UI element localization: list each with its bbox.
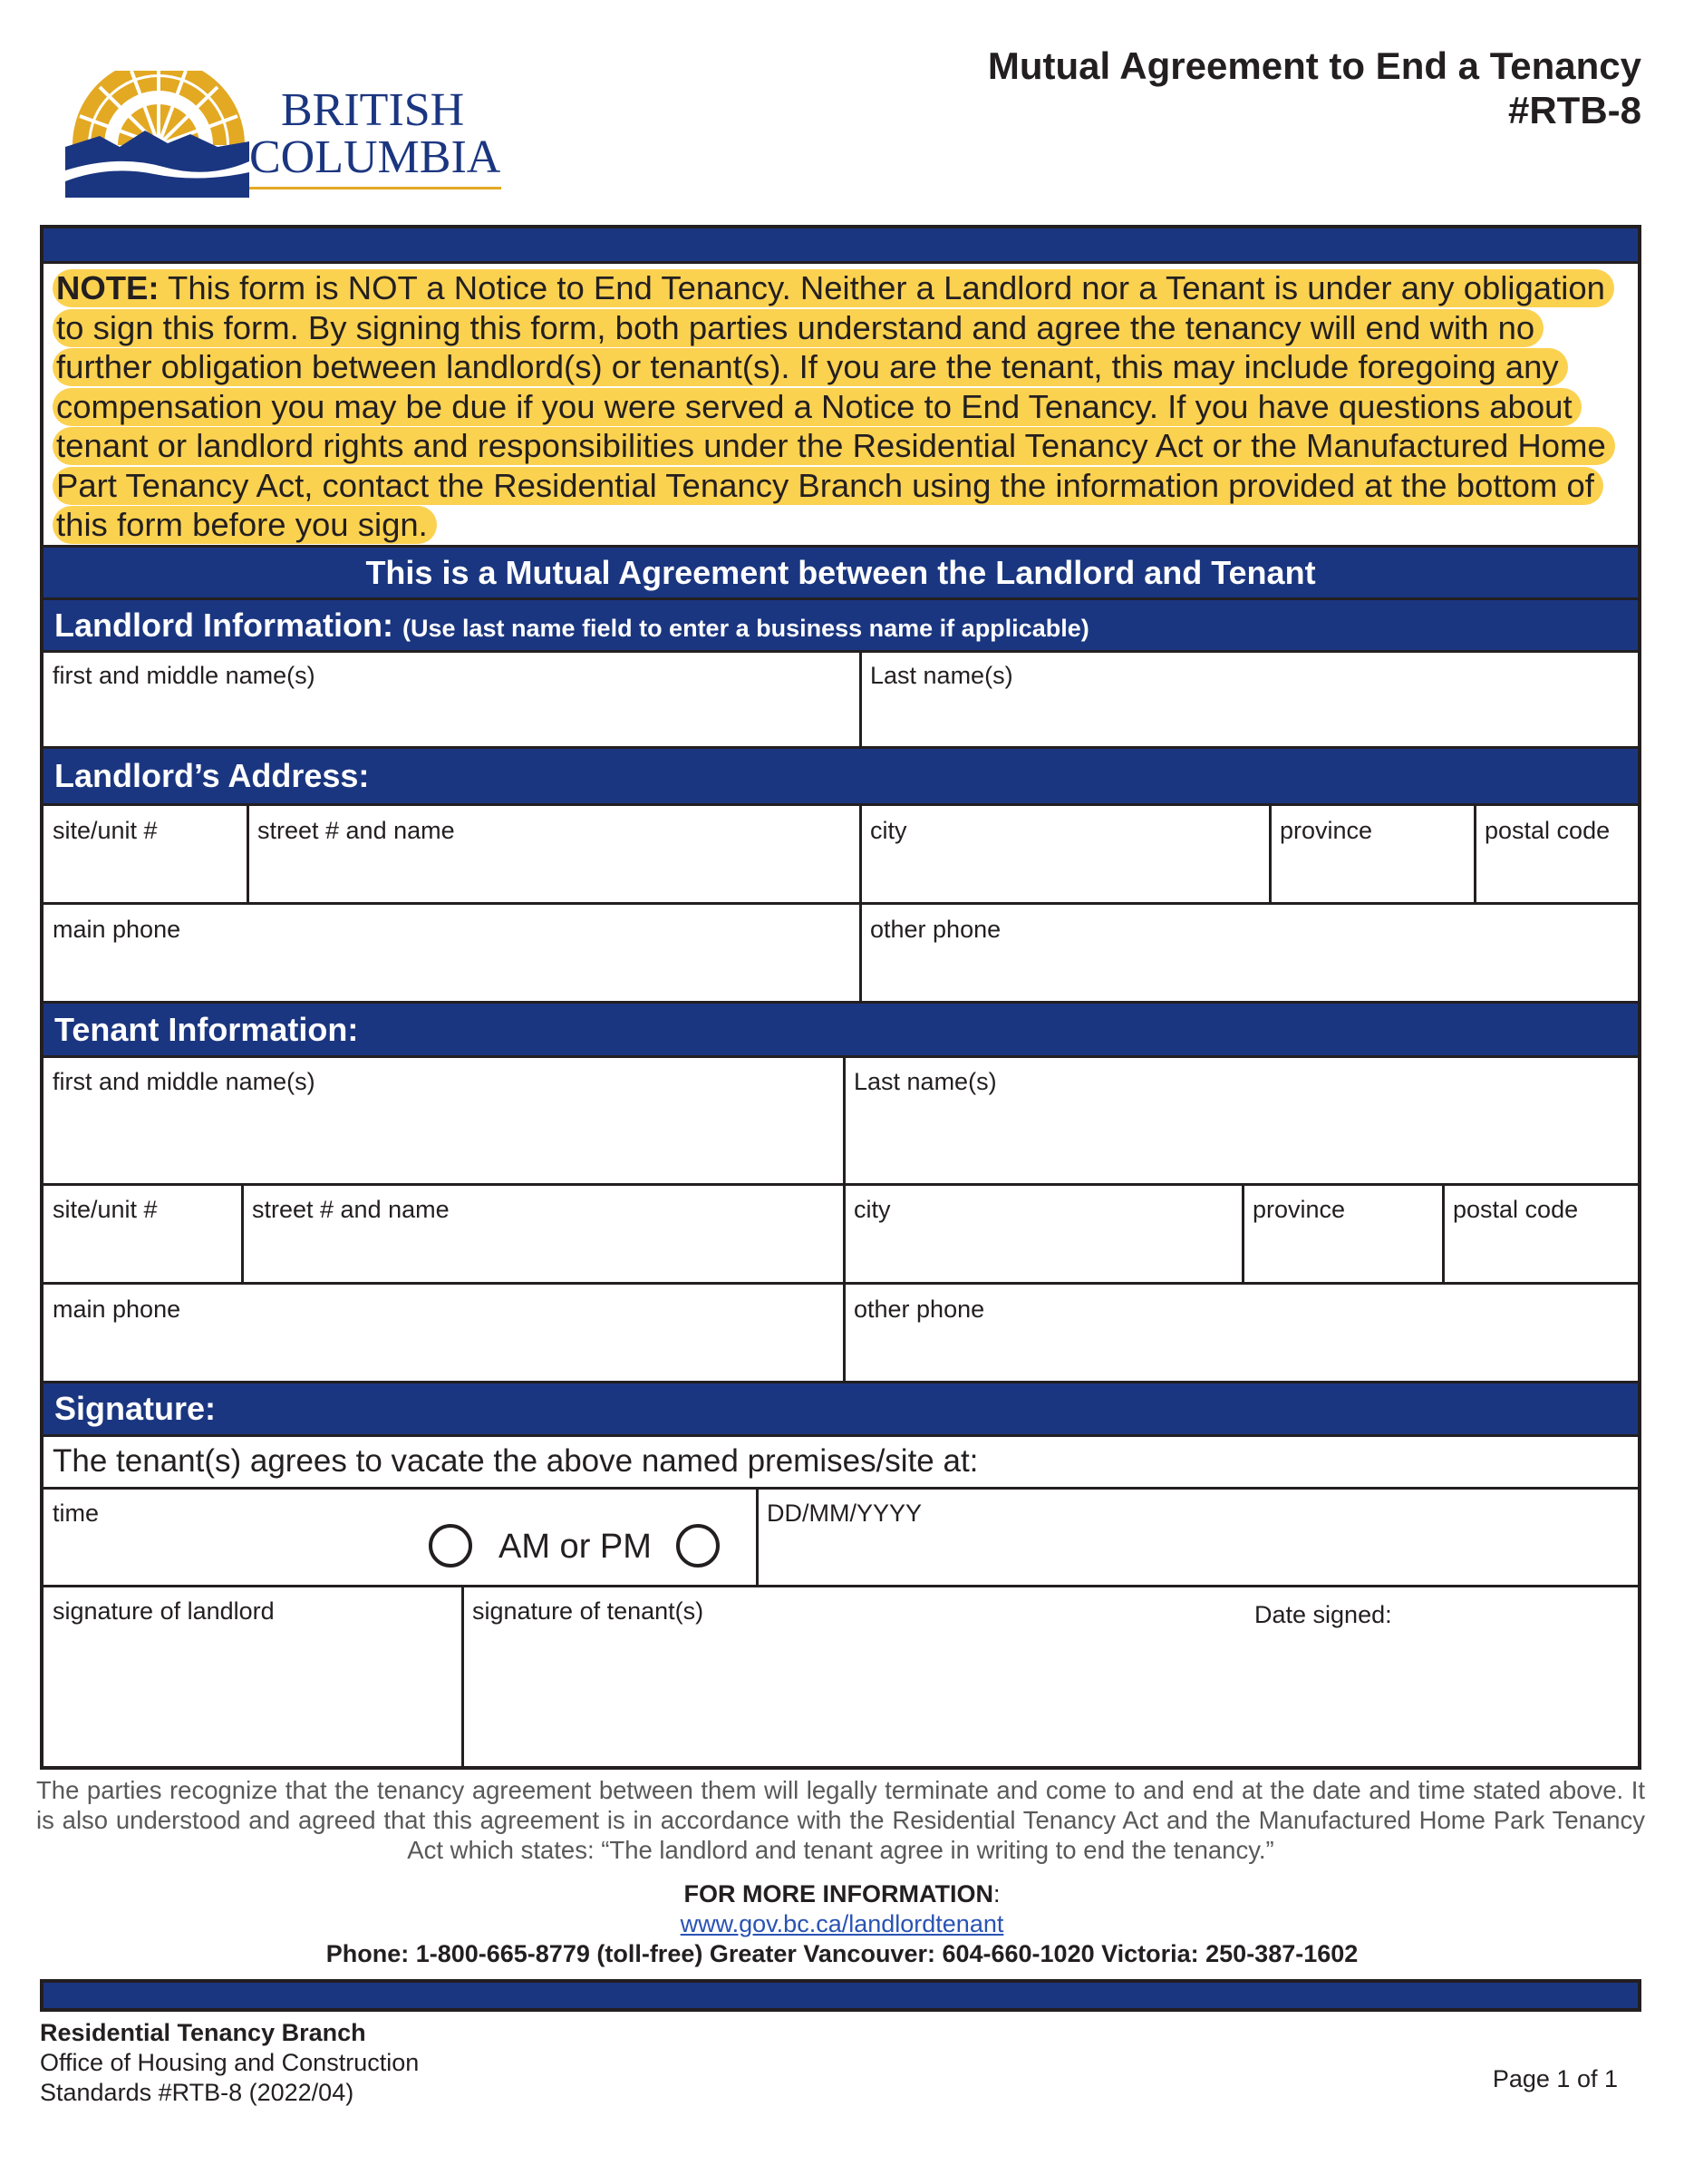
landlord-last-name-field[interactable] (862, 653, 1638, 746)
landlord-other-phone-field[interactable] (862, 905, 1638, 1001)
tenant-last-name-label: Last name(s) (854, 1068, 997, 1095)
vacate-date-field[interactable] (759, 1490, 1638, 1585)
tenant-city-label: city (854, 1196, 891, 1223)
landlord-main-phone-field[interactable] (44, 905, 859, 1001)
landlord-other-phone-label: other phone (870, 916, 1002, 943)
date-signed-label: Date signed: (1254, 1601, 1392, 1628)
legal-statement (36, 1775, 1645, 1865)
more-info-phones (0, 1939, 1684, 1969)
signature-heading: Signature: (44, 1383, 1638, 1434)
tenant-last-name-field[interactable] (846, 1058, 1638, 1183)
tenant-main-phone-field[interactable] (44, 1285, 843, 1381)
landlord-postal-field[interactable] (1476, 806, 1638, 902)
note-section (53, 268, 1630, 545)
landlord-first-name-label: first and middle name(s) (53, 662, 315, 689)
landlord-street-field[interactable] (249, 806, 859, 902)
landlord-info-heading (44, 600, 1638, 650)
landlord-heading-note: (Use last name field to enter a business name if applicable) (402, 615, 1089, 642)
bc-sun-mountain-icon (63, 71, 517, 198)
landlord-province-field[interactable] (1272, 806, 1473, 902)
more-info-heading (0, 1879, 1684, 1909)
landlord-city-label: city (870, 817, 907, 844)
title-line-1: Mutual Agreement to End a Tenancy (987, 44, 1641, 87)
more-info-title: FOR MORE INFORMATION (683, 1880, 993, 1907)
form-title (988, 44, 1641, 132)
tenant-other-phone-field[interactable] (846, 1285, 1638, 1381)
phone-numbers: Phone: 1-800-665-8779 (toll-free) Greater Vancouver: 604-660-1020 Victoria: 250-387-1602 (325, 1940, 1359, 1967)
footer-org-name: Residential Tenancy Branch (40, 2019, 366, 2046)
more-info-link[interactable]: www.gov.bc.ca/landlordtenant (680, 1910, 1004, 1937)
tenant-main-phone-label: main phone (53, 1296, 181, 1323)
logo-text-british: BRITISH (281, 84, 465, 136)
tenant-site-field[interactable] (44, 1186, 241, 1282)
am-radio[interactable] (429, 1524, 472, 1568)
tenant-first-name-field[interactable] (44, 1058, 843, 1183)
tenant-info-heading: Tenant Information: (44, 1004, 1638, 1055)
landlord-signature-field[interactable] (44, 1587, 461, 1766)
bc-logo (63, 71, 517, 198)
agreement-banner: This is a Mutual Agreement between the Landlord and Tenant (44, 548, 1638, 597)
landlord-signature-label: signature of landlord (53, 1597, 275, 1625)
footer-blue-band (40, 1979, 1641, 2012)
note-text: This form is NOT a Notice to End Tenancy. Neither a Landlord nor a Tenant is under any obligation to sign this form. By signing this form, both parties understand and agree the tenancy will end with no further obligation between landlord(s) or tenant(s). If you are the tenant, this may include foregoing any compensation you may be due if you were served a Notice to End Tenancy. If you have questions about tenant or landlord rights and responsibilities under the Residential Tenancy Act or the Manufactured Home Part Tenancy Act, contact the Residential Tenancy Branch using the information provided at the bottom of this form before you sign. (56, 269, 1606, 543)
tenant-street-field[interactable] (244, 1186, 843, 1282)
landlord-city-field[interactable] (862, 806, 1269, 902)
tenant-province-label: province (1253, 1196, 1346, 1223)
tenant-site-label: site/unit # (53, 1196, 158, 1223)
landlord-site-field[interactable] (44, 806, 247, 902)
landlord-main-phone-label: main phone (53, 916, 181, 943)
time-label: time (53, 1500, 100, 1527)
legal-statement-text: The parties recognize that the tenancy agreement between them will legally terminate and come to and end at the date and time stated above. It is also understood and agreed that this agreement is in accordance with the Residential Tenancy Act and the Manufactured Home Park Tenancy Act which states: “The landlord and tenant agree in writing to end the tenancy.” (36, 1776, 1645, 1864)
landlord-last-name-label: Last name(s) (870, 662, 1013, 689)
footer-org-block (40, 2018, 419, 2108)
pm-radio[interactable] (676, 1524, 720, 1568)
more-info-colon: : (992, 1880, 1001, 1907)
tenant-signature-label: signature of tenant(s) (472, 1597, 704, 1625)
tenant-postal-label: postal code (1453, 1196, 1579, 1223)
am-pm-label: AM or PM (498, 1528, 652, 1566)
tenant-other-phone-label: other phone (854, 1296, 985, 1323)
landlord-site-label: site/unit # (53, 817, 158, 844)
footer-office: Office of Housing and Construction (40, 2049, 420, 2076)
more-info-link-row (0, 1909, 1684, 1939)
title-form-number: #RTB-8 (1507, 89, 1641, 131)
tenant-province-field[interactable] (1244, 1186, 1442, 1282)
landlord-postal-label: postal code (1485, 817, 1611, 844)
landlord-province-label: province (1280, 817, 1373, 844)
tenant-street-label: street # and name (252, 1196, 450, 1223)
page-number: Page 1 of 1 (1492, 2065, 1618, 2092)
landlord-street-label: street # and name (257, 817, 455, 844)
form-frame (40, 225, 1641, 1770)
footer-standard: Standards #RTB-8 (2022/04) (40, 2079, 354, 2106)
time-field[interactable] (44, 1490, 306, 1585)
tenant-postal-field[interactable] (1445, 1186, 1638, 1282)
vacate-statement: The tenant(s) agrees to vacate the above named premises/site at: (53, 1443, 979, 1479)
vacate-date-label: DD/MM/YYYY (767, 1500, 923, 1527)
landlord-heading-text: Landlord Information: (54, 607, 393, 644)
tenant-city-field[interactable] (846, 1186, 1242, 1282)
landlord-address-heading: Landlord’s Address: (44, 749, 1638, 803)
note-label: NOTE: (56, 269, 160, 306)
logo-text-columbia: COLUMBIA (249, 131, 501, 183)
top-blue-band (44, 228, 1638, 261)
tenant-signature-field[interactable] (464, 1587, 1638, 1766)
tenant-first-name-label: first and middle name(s) (53, 1068, 315, 1095)
landlord-first-name-field[interactable] (44, 653, 860, 746)
